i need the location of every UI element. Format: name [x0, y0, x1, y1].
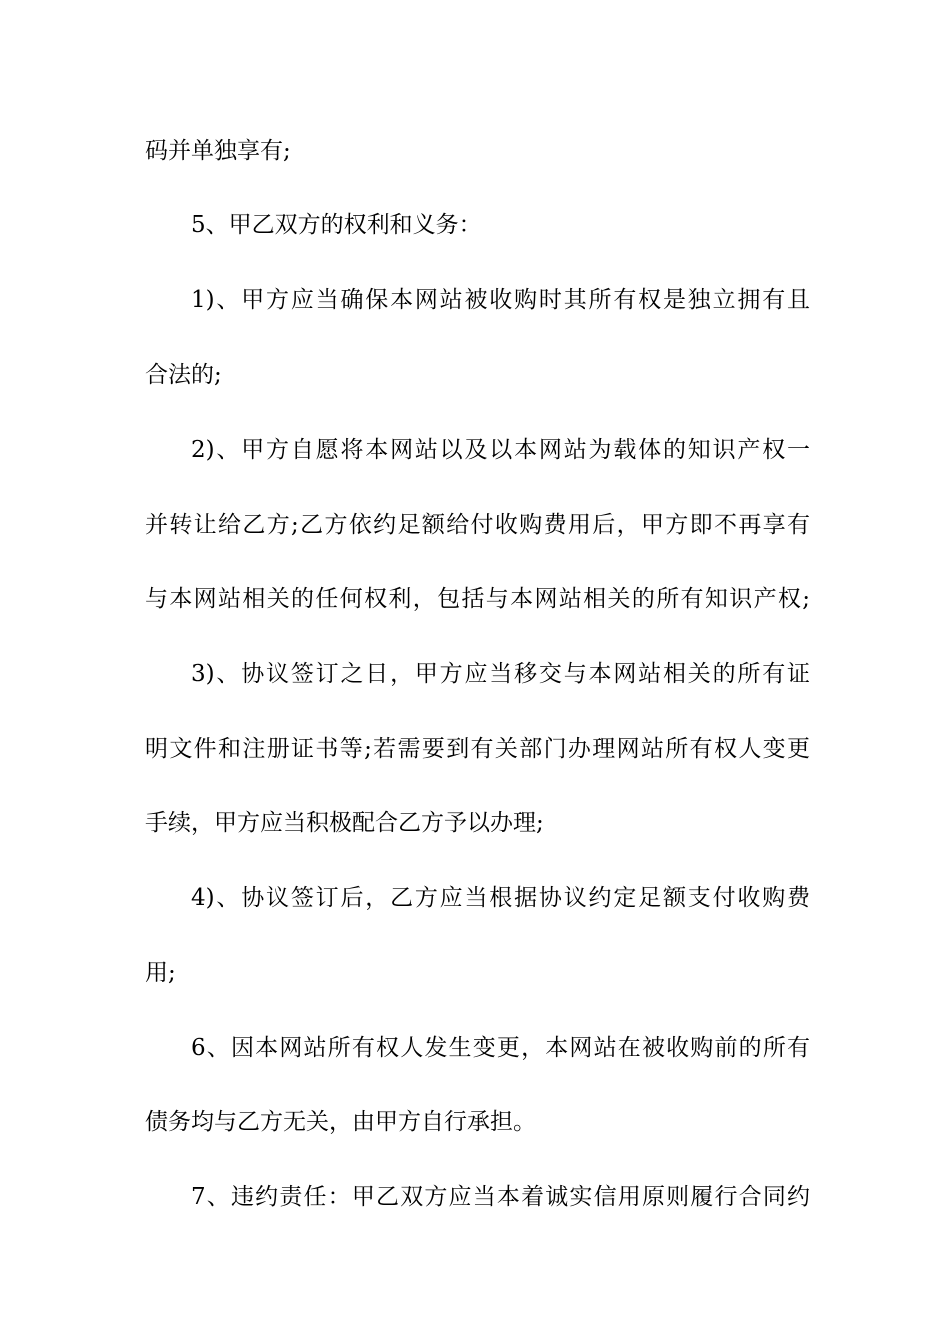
- text-line-7: 与本网站相关的任何权利，包括与本网站相关的所有知识产权;: [145, 586, 810, 612]
- text-line-3: 1)、甲方应当确保本网站被收购时其所有权是独立拥有且: [191, 287, 810, 313]
- text-line-13: 6、因本网站所有权人发生变更，本网站在被收购前的所有: [191, 1035, 810, 1061]
- text-line-1: 码并单独享有;: [145, 138, 291, 164]
- text-line-14: 债务均与乙方无关，由甲方自行承担。: [145, 1109, 536, 1135]
- text-line-9: 明文件和注册证书等;若需要到有关部门办理网站所有权人变更: [145, 736, 810, 762]
- text-line-2: 5、甲乙双方的权利和义务：: [191, 212, 482, 238]
- text-line-5: 2)、甲方自愿将本网站以及以本网站为载体的知识产权一: [191, 437, 810, 463]
- text-line-12: 用;: [145, 960, 176, 986]
- text-line-4: 合法的;: [145, 362, 222, 388]
- text-line-10: 手续，甲方应当积极配合乙方予以办理;: [145, 810, 544, 836]
- text-line-8: 3)、协议签订之日，甲方应当移交与本网站相关的所有证: [191, 661, 810, 687]
- text-line-15: 7、违约责任：甲乙双方应当本着诚实信用原则履行合同约: [191, 1184, 810, 1210]
- text-line-6: 并转让给乙方;乙方依约足额给付收购费用后，甲方即不再享有: [145, 512, 810, 538]
- text-line-11: 4)、协议签订后，乙方应当根据协议约定足额支付收购费: [191, 885, 810, 911]
